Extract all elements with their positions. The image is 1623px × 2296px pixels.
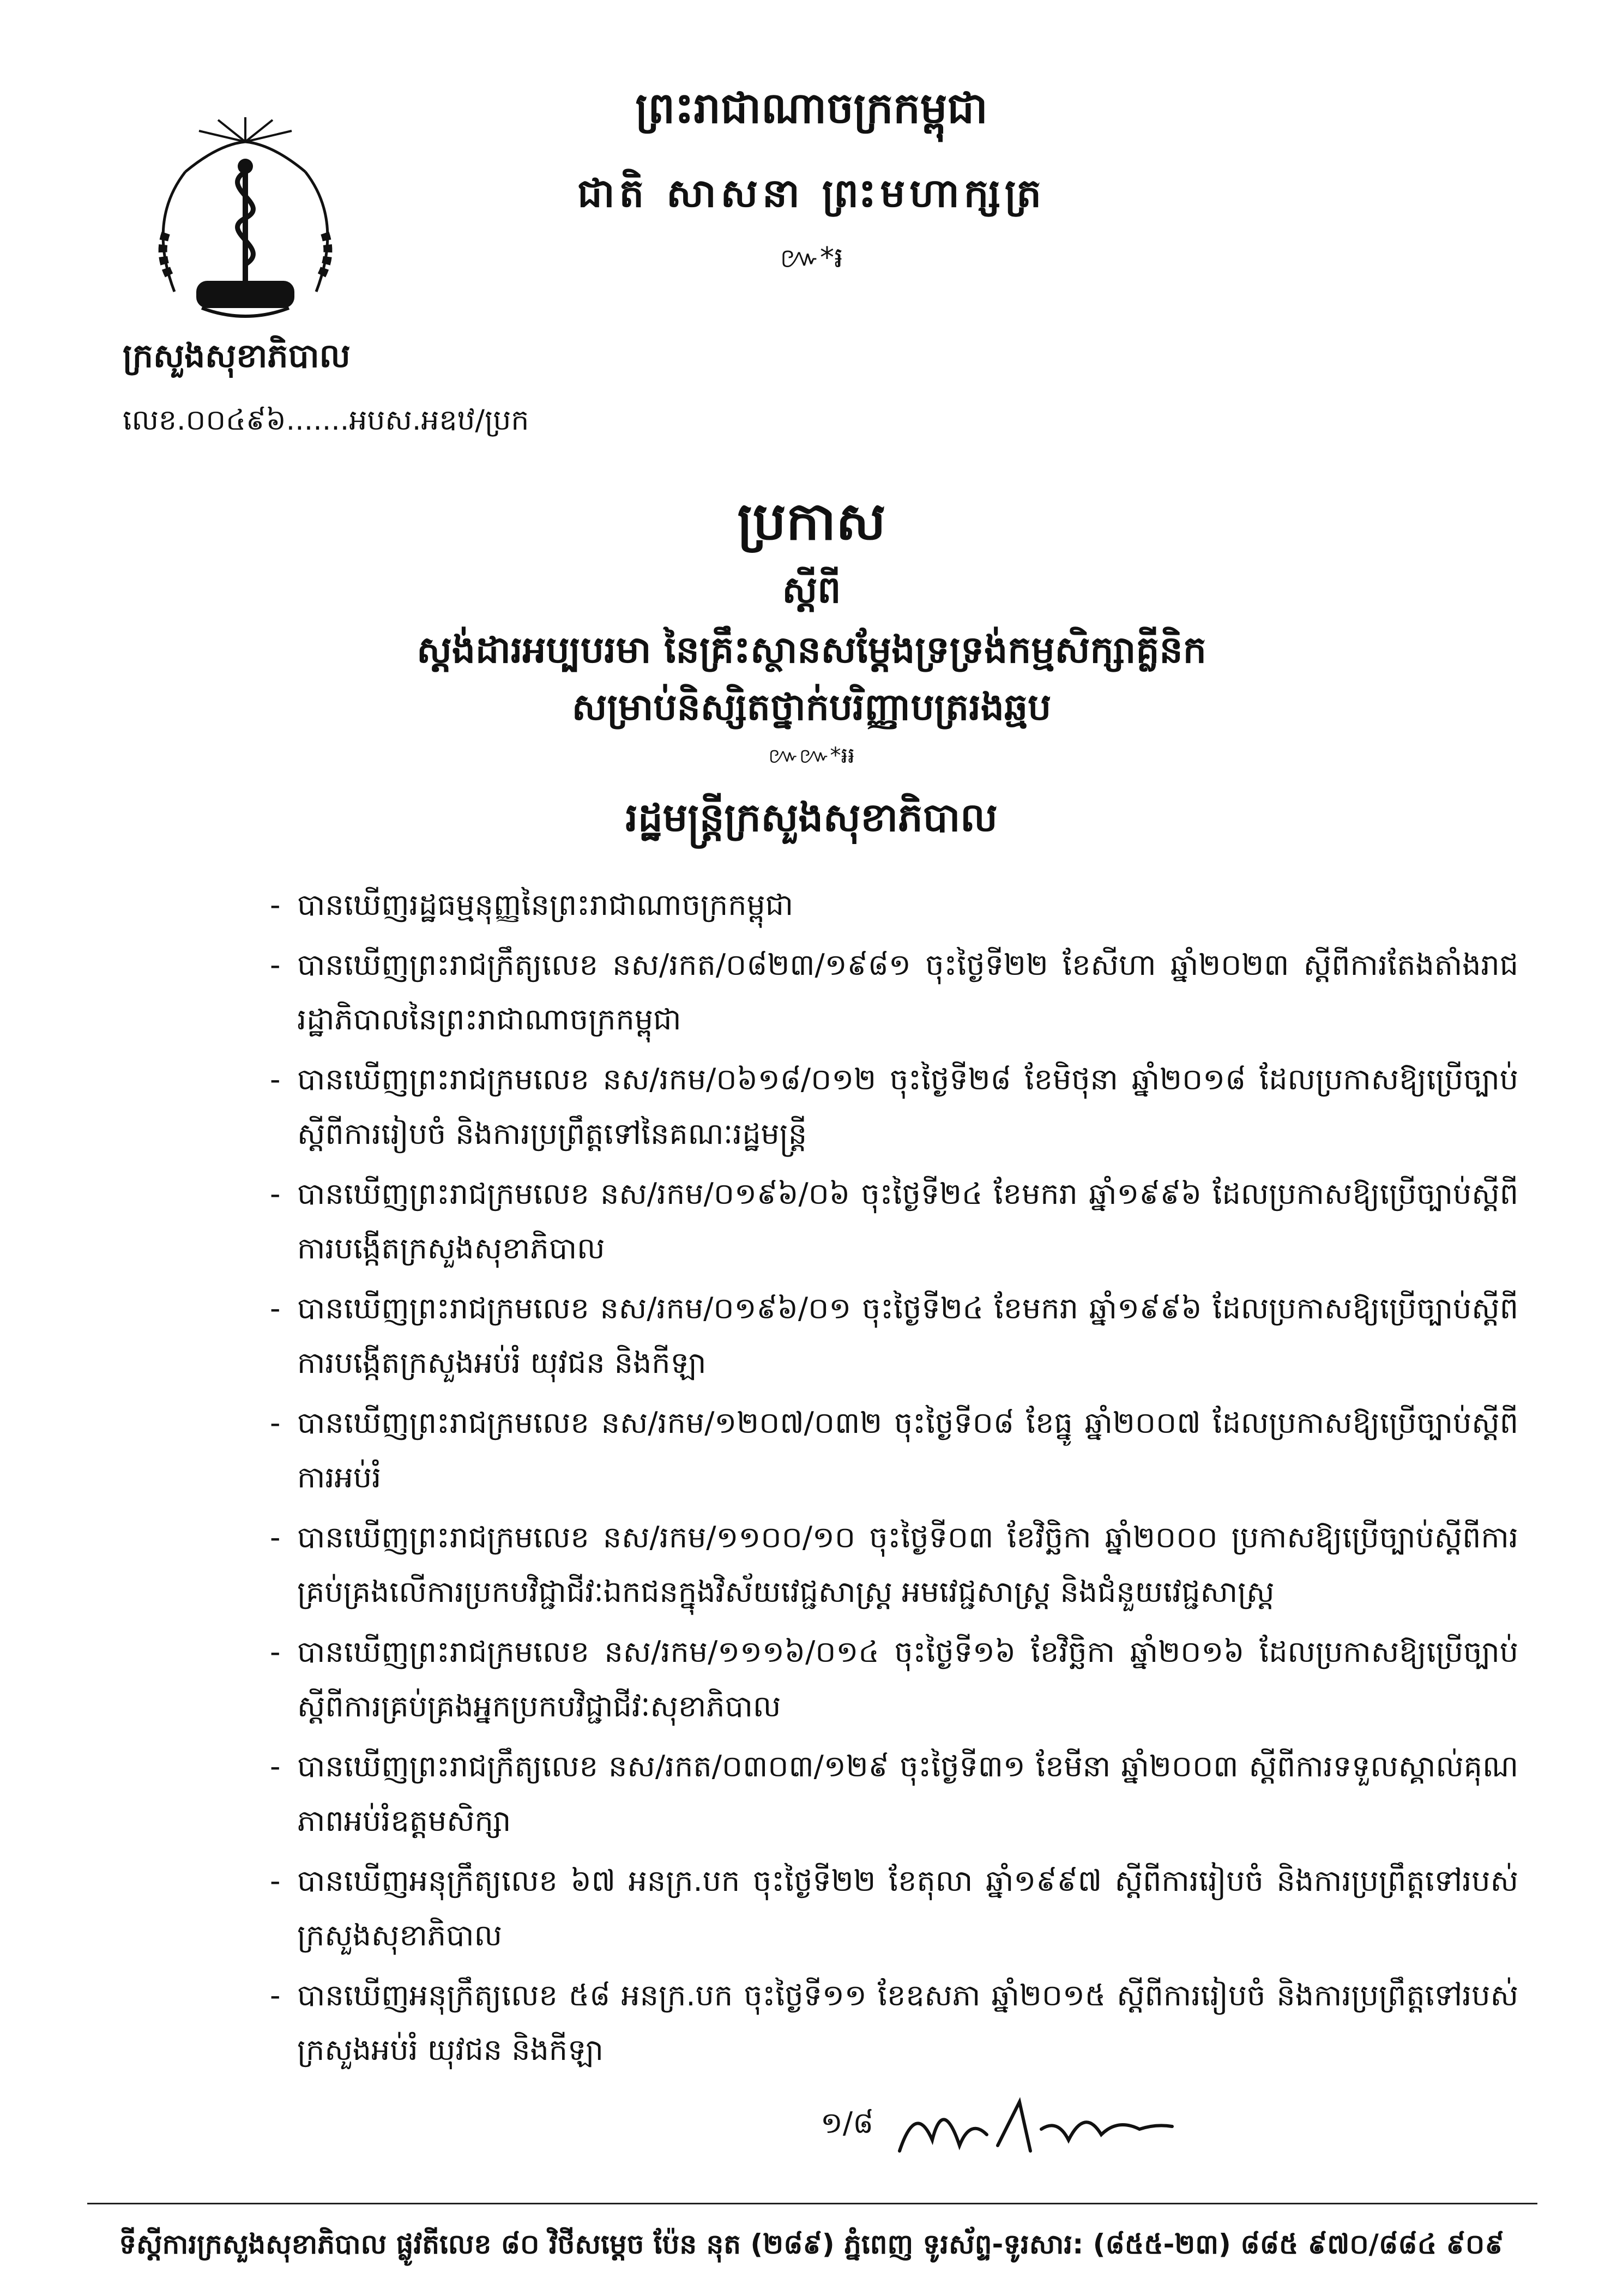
reference-item (270, 1167, 1518, 1276)
reference-text: បានឃើញព្រះរាជក្រឹត្យលេខ នស/រកត/០៣០៣/១២៩ ចុះថ្ងៃទី៣១ ខែមីនា ឆ្នាំ២០០៣ ស្តីពីការទទួលស្គាល់គុណភាពអប់រំឧត្តមសិក្សា (297, 1749, 1518, 1838)
about-label: ស្ដីពី (782, 569, 841, 612)
list-bullet: - (270, 1978, 281, 2012)
reference-item (270, 1968, 1518, 2077)
kingdom-heading: ព្រះរាជាណាចក្រកម្ពុជា (635, 84, 988, 133)
reference-text: បានឃើញព្រះរាជក្រមលេខ នស/រកម/១១០០/១០ ចុះថ្ងៃទី០៣ ខែវិច្ឆិកា ឆ្នាំ២០០០ ប្រកាសឱ្យប្រើច្បាប់ស្តីពីការគ្រប់គ្រងលើការប្រកបវិជ្ជាជីវៈឯកជនក្នុងវិស័យវេជ្ជសាស្ត្រ អមវេជ្ជសាស្ត្រ និងជំនួយវេជ្ជសាស្ត្រ (297, 1520, 1518, 1609)
national-motto: ជាតិ សាសនា ព្រះមហាក្សត្រ (577, 170, 1046, 216)
reference-text: បានឃើញព្រះរាជក្រឹត្យលេខ នស/រកត/០៨២៣/១៩៨១ ចុះថ្ងៃទី២២ ខែសីហា ឆ្នាំ២០២៣ ស្តីពីការតែងតាំងរាជរដ្ឋាភិបាលនៃព្រះរាជាណាចក្រកម្ពុជា (297, 948, 1518, 1036)
list-bullet: - (270, 1291, 281, 1325)
list-bullet: - (270, 888, 281, 922)
reference-text: បានឃើញព្រះរាជក្រមលេខ នស/រកម/០៦១៨/០១២ ចុះថ្ងៃទី២៨ ខែមិថុនា ឆ្នាំ២០១៨ ដែលប្រកាសឱ្យប្រើច្បាប់ស្តីពីការរៀបចំ និងការប្រព្រឹត្តទៅនៃគណៈរដ្ឋមន្ត្រី (297, 1062, 1518, 1151)
topic-line-1: ស្តង់ដារអប្បបរមា នៃគ្រឹះស្ថានសម្តែងទ្រទ្រង់កម្មសិក្សាគ្លីនិក (417, 629, 1206, 672)
list-bullet: - (270, 1062, 281, 1096)
reference-item (270, 1052, 1518, 1161)
reference-item (270, 1625, 1518, 1734)
reference-text: បានឃើញព្រះរាជក្រមលេខ នស/រកម/០១៩៦/០៦ ចុះថ្ងៃទី២៤ ខែមករា ឆ្នាំ១៩៩៦ ដែលប្រកាសឱ្យប្រើច្បាប់ស្តីពីការបង្កើតក្រសួងសុខាភិបាល (297, 1177, 1518, 1265)
reference-item (270, 1854, 1518, 1963)
issuer-heading: រដ្ឋមន្ត្រីក្រសួងសុខាភិបាល (625, 794, 998, 840)
list-bullet: - (270, 1177, 281, 1211)
reference-text: បានឃើញអនុក្រឹត្យលេខ ៥៨ អនក្រ.បក ចុះថ្ងៃទី១១ ខែឧសភា ឆ្នាំ២០១៥ ស្តីពីការរៀបចំ និងការប្រព្រឹត្តទៅរបស់ក្រសួងអប់រំ យុវជន និងកីឡា (297, 1978, 1518, 2067)
topic-line-2: សម្រាប់និស្សិតថ្នាក់បរិញ្ញាបត្ររងឆ្មប (571, 686, 1052, 729)
initials-signature-icon (894, 2086, 1178, 2167)
references-list (270, 878, 1518, 2083)
reference-text: បានឃើញព្រះរាជក្រមលេខ នស/រកម/០១៩៦/០១ ចុះថ្ងៃទី២៤ ខែមករា ឆ្នាំ១៩៩៦ ដែលប្រកាសឱ្យប្រើច្បាប់ស្តីពីការបង្កើតក្រសួងអប់រំ យុវជន និងកីឡា (297, 1291, 1518, 1380)
title-ornament: ៚៚*៛៛ (768, 743, 855, 768)
reference-item (270, 1281, 1518, 1390)
reference-text: បានឃើញព្រះរាជក្រមលេខ នស/រកម/១១១៦/០១៤ ចុះថ្ងៃទី១៦ ខែវិច្ឆិកា ឆ្នាំ២០១៦ ដែលប្រកាសឱ្យប្រើច្បាប់ស្តីពីការគ្រប់គ្រងអ្នកប្រកបវិជ្ជាជីវៈសុខាភិបាល (297, 1635, 1518, 1723)
list-bullet: - (270, 1406, 281, 1440)
reference-item (270, 1396, 1518, 1505)
reference-item (270, 1510, 1518, 1619)
footer-divider (87, 2203, 1537, 2204)
list-bullet: - (270, 1635, 281, 1669)
reference-text: បានឃើញអនុក្រឹត្យលេខ ៦៧ អនក្រ.បក ចុះថ្ងៃទី២២ ខែតុលា ឆ្នាំ១៩៩៧ ស្តីពីការរៀបចំ និងការប្រព្រឹត្តទៅរបស់ក្រសួងសុខាភិបាល (297, 1864, 1518, 1952)
list-bullet: - (270, 1520, 281, 1554)
footer-address: ទីស្តីការក្រសួងសុខាភិបាល ផ្លូវតីលេខ ៨០ វិថីសម្តេច ប៉ែន នុត (២៨៩) ភ្នំពេញ ទូរស័ព្ទ-ទូរសារ: (៨៥៥-២៣) ៨៨៥ ៩៧០/៨៨៤ ៩០៩ (119, 2228, 1504, 2260)
page-number: ១/៨ (820, 2106, 874, 2140)
header-ornament: ៚*៛ (780, 242, 843, 274)
reference-text: បានឃើញព្រះរាជក្រមលេខ នស/រកម/១២០៧/០៣២ ចុះថ្ងៃទី០៨ ខែធ្នូ ឆ្នាំ២០០៧ ដែលប្រកាសឱ្យប្រើច្បាប់ស្តីពីការអប់រំ (297, 1406, 1518, 1494)
reference-item (270, 878, 1518, 932)
document-type: ប្រកាស (737, 491, 886, 552)
reference-number: លេខ.០០៤៩៦.......អបស.អឧឋ/ប្រក (123, 404, 529, 437)
list-bullet: - (270, 1864, 281, 1898)
list-bullet: - (270, 1749, 281, 1783)
ministry-name: ក្រសួងសុខាភិបាល (123, 337, 351, 375)
reference-text: បានឃើញរដ្ឋធម្មនុញ្ញនៃព្រះរាជាណាចក្រកម្ពុជា (297, 888, 794, 922)
reference-item (270, 938, 1518, 1047)
list-bullet: - (270, 948, 281, 982)
reference-item (270, 1739, 1518, 1848)
